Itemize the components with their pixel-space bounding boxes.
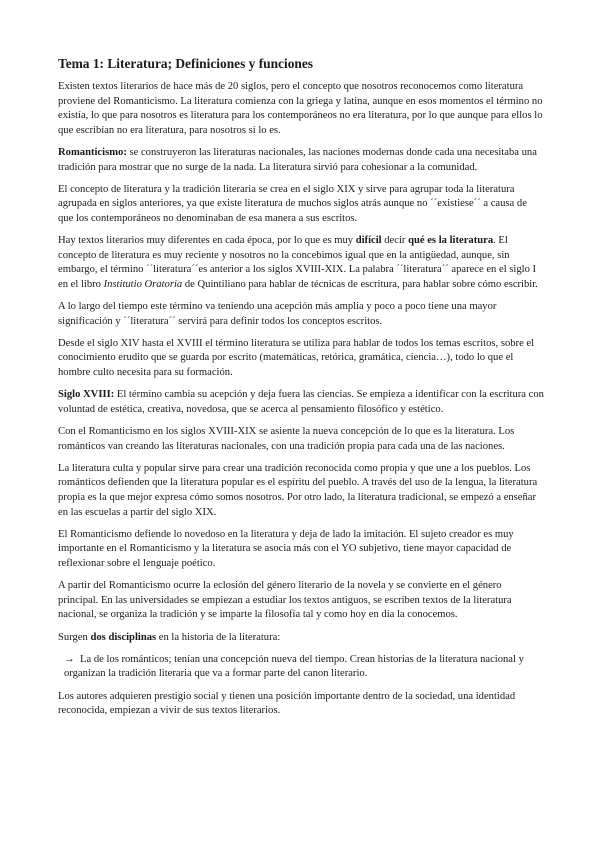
paragraph-7 [58, 388, 544, 417]
paragraph-11: A partir del Romanticismo ocurre la eclosión del género literario de la novela y se convierte en el género principal. En las universidades se empiezan a estudiar los textos antiguos, se escriben textos de la literatura nacional, se organiza la tradición y se imparte la filosofía tal y como hoy en día la conocemos. [58, 580, 512, 621]
bold-term: qué es la literatura [408, 235, 494, 247]
paragraph-10: El Romanticismo defiende lo novedoso en la literatura y deja de lado la imitación. El sujeto creador es muy importante en el Romanticismo y la literatura se asocia más con el YO subjetivo, tiene mayor capacidad de reflexionar sobre el lenguaje poético. [58, 528, 514, 569]
paragraph-text: de Quintiliano para hablar de técnicas de escritura, para hablar sobre cómo escribir. [182, 278, 538, 290]
bold-term: dos disciplinas [90, 631, 157, 643]
paragraph-1: Existen textos literarios de hace más de 20 siglos, pero el concepto que nosotros reconocemos como literatura proviene del Romanticismo. La literatura comienza con la griega y latina, aunque en esos momentos el término no existía, lo que para nosotros es literatura para los contemporáneos no era literatura, por lo que aunque para ellos lo que escribían no era literatura, para nosotros sí lo es. [58, 81, 543, 136]
paragraph-text: se construyeron las literaturas nacionales, las naciones modernas donde cada una necesitaba una tradición para mostrar que no surge de la nada. La literatura sirvió para cohesionar a la comunidad. [58, 146, 537, 173]
paragraph-6: Desde el siglo XIV hasta el XVIII el término literatura se utiliza para hablar de todos los temas escritos, sobre el conocimiento erudito que se guarda por escrito (matemáticas, retórica, gramática, ciencia…), todo lo que el hombre culto necesita para su formación. [58, 337, 535, 379]
paragraph-text: en la historia de la literatura: [156, 631, 281, 643]
paragraph-text: Surgen [58, 631, 91, 643]
bold-term: difícil [355, 235, 382, 247]
paragraph-14: Los autores adquieren prestigio social y tienen una posición importante dentro de la sociedad, una identidad reconocida, empiezan a vivir de sus textos literarios. [58, 690, 516, 717]
arrow-right-icon: → [64, 653, 75, 665]
paragraph-9: La literatura culta y popular sirve para crear una tradición reconocida como propia y que une a los pueblos. Los románticos defienden que la literatura popular es el espíritu del pueblo. A través del uso de la lengua, la literatura propia es la que mejor expresa cómo somos nosotros. Por otro lado, la literatura tradicional, se empezó a enseñar en las escuelas a partir del siglo XIX. [58, 462, 538, 518]
paragraph-5: A lo largo del tiempo este término va teniendo una acepción más amplia y poco a poco tiene una mayor significación y ´´literatura´´ servirá para definir todos los conceptos escritos. [58, 301, 497, 327]
paragraph-text: decir [381, 235, 409, 247]
paragraph-text: Hay textos literarios muy diferentes en cada época, por lo que es muy [58, 235, 356, 247]
paragraph-text: El término cambia su acepción y deja fuera las ciencias. Se empieza a identificar con la escritura con voluntad de estética, creativa, novedosa, que se acerca al pensamiento filosófico y estético. [58, 389, 544, 415]
paragraph-2 [58, 146, 544, 175]
page-title: Tema 1: Literatura; Definiciones y funciones [58, 56, 314, 71]
bold-term: Siglo XVIII: [58, 389, 115, 401]
paragraph-4 [58, 234, 544, 292]
italic-title: Institutio Oratoria [103, 278, 183, 290]
bold-term: Romanticismo: [58, 146, 127, 158]
paragraph-text: La de los románticos; tenían una concepción nueva del tiempo. Crean historias de la literatura nacional y organizan la tradición literaria que va a formar parte del canon literario. [64, 653, 524, 680]
paragraph-3: El concepto de literatura y la tradición literaria se crea en el siglo XIX y sirve para agrupar toda la literatura agrupada en siglos anteriores, ya que existe literatura de muchos siglos atrás aunque no ´´existiese´´ a causa de que los contemporáneos no denominaban de esa manera a sus escritos. [58, 183, 527, 224]
paragraph-12 [58, 631, 544, 646]
paragraph-text: . El concepto de literatura es muy reciente y nosotros no la concebimos igual que en la antigüedad, aunque, sin embargo, el término ´´literatura´´es anterior a los siglos XVIII-XIX. La palabra ´´literatura´´ aparece en el siglo I en el libro [58, 235, 537, 290]
arrow-item [64, 653, 544, 682]
paragraph-8: Con el Romanticismo en los siglos XVIII-XIX se asiente la nueva concepción de lo que es la literatura. Los románticos van creando las literaturas nacionales, con una tradición propia para cada una de las naciones. [58, 426, 515, 452]
